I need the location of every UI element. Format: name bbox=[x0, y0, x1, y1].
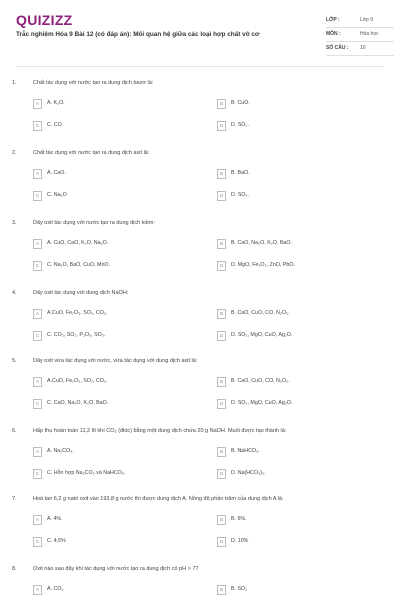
question-number: 5. bbox=[12, 358, 17, 364]
option-text: A. 4%. bbox=[47, 516, 63, 522]
question-text: Dãy oxit tác dụng với nước tạo ra dung dịch kiềm: bbox=[33, 220, 155, 226]
question-number: 6. bbox=[12, 428, 17, 434]
option-text: B. SO₂ bbox=[231, 586, 248, 592]
option-text: C. CO. bbox=[47, 122, 64, 128]
option-letter-box: A bbox=[33, 169, 42, 179]
option-letter-box: A bbox=[33, 377, 42, 387]
option-text: B. CuO. bbox=[231, 100, 250, 106]
option-letter-box: B bbox=[217, 585, 226, 595]
option-letter-box: B bbox=[217, 99, 226, 109]
option-text: B. CaO, CuO, CO, N₂O₅. bbox=[231, 310, 290, 316]
option-letter-box: A bbox=[33, 515, 42, 525]
option-text: D. SO₃. bbox=[231, 192, 250, 198]
option-letter-box: C bbox=[33, 191, 42, 201]
option-letter-box: D bbox=[217, 399, 226, 409]
meta-value: 10 bbox=[360, 45, 366, 51]
question-text: Dãy oxit tác dụng với dung dịch NaOH: bbox=[33, 290, 129, 296]
option-letter-box: B bbox=[217, 447, 226, 457]
option-letter-box: B bbox=[217, 169, 226, 179]
option-text: C. CO₂, SO₂, P₂O₅, SO₃. bbox=[47, 332, 106, 338]
option-text: D. SO₂, MgO, CuO, Ag₂O. bbox=[231, 400, 293, 406]
option-letter-box: D bbox=[217, 331, 226, 341]
question-text: Chất tác dụng với nước tạo ra dung dịch bazơ là: bbox=[33, 80, 154, 86]
option-text: D. 10% bbox=[231, 538, 249, 544]
option-text: D. MgO, Fe₂O₃, ZnO, PbO. bbox=[231, 262, 295, 268]
question-text: Chất tác dụng với nước tạo ra dung dịch axit là: bbox=[33, 150, 150, 156]
option-text: A. K₂O. bbox=[47, 100, 65, 106]
option-letter-box: D bbox=[217, 121, 226, 131]
meta-label: SỐ CÂU : bbox=[326, 45, 349, 51]
option-letter-box: B bbox=[217, 239, 226, 249]
worksheet-title: Trắc nghiệm Hóa 9 Bài 12 (có đáp án): Mối quan hệ giữa các loại hợp chất vô cơ bbox=[16, 31, 260, 38]
option-letter-box: A bbox=[33, 309, 42, 319]
option-letter-box: A bbox=[33, 239, 42, 249]
option-text: B. CaO, CuO, CO, N₂O₅. bbox=[231, 378, 290, 384]
option-text: D. SO₂. bbox=[231, 122, 249, 128]
option-text: D. Na(HCO₃)₂. bbox=[231, 470, 266, 476]
meta-row-subject bbox=[326, 28, 394, 42]
option-text: C. Hỗn hợp Na₂CO₃ và NaHCO₃. bbox=[47, 470, 126, 476]
meta-info bbox=[326, 14, 394, 56]
meta-row-class bbox=[326, 14, 394, 28]
meta-label: LỚP : bbox=[326, 17, 340, 23]
question-number: 7. bbox=[12, 496, 17, 502]
option-letter-box: D bbox=[217, 261, 226, 271]
header-divider bbox=[16, 66, 384, 67]
option-text: B. 6%. bbox=[231, 516, 247, 522]
option-text: D. SO₂, MgO, CuO, Ag₂O. bbox=[231, 332, 293, 338]
question-number: 2. bbox=[12, 150, 17, 156]
option-letter-box: D bbox=[217, 469, 226, 479]
option-text: C. Na₂O, BaO, CuO, MnO. bbox=[47, 262, 110, 268]
question-text: Hoà tan 6,2 g natri oxit vào 193,8 g nước thì được dung dịch A. Nồng độ phần trăm của dung dịch A là: bbox=[33, 496, 284, 502]
option-letter-box: C bbox=[33, 331, 42, 341]
question-number: 8. bbox=[12, 566, 17, 572]
quizizz-logo: QUIZIZZ bbox=[16, 12, 73, 28]
option-letter-box: A bbox=[33, 585, 42, 595]
worksheet-header bbox=[0, 0, 400, 66]
option-letter-box: C bbox=[33, 261, 42, 271]
option-text: A. CO₂ bbox=[47, 586, 64, 592]
meta-value: Hóa học bbox=[360, 31, 379, 37]
option-letter-box: C bbox=[33, 537, 42, 547]
option-letter-box: A bbox=[33, 447, 42, 457]
question-number: 4. bbox=[12, 290, 17, 296]
question-number: 1. bbox=[12, 80, 17, 86]
option-text: A. CaO. bbox=[47, 170, 66, 176]
option-letter-box: D bbox=[217, 191, 226, 201]
option-letter-box: C bbox=[33, 469, 42, 479]
option-text: A. CuO, CaO, K₂O, Na₂O. bbox=[47, 240, 109, 246]
option-letter-box: D bbox=[217, 537, 226, 547]
option-letter-box: C bbox=[33, 399, 42, 409]
question-text: Dãy oxit vừa tác dụng với nước, vừa tác dụng với dung dịch axit là: bbox=[33, 358, 198, 364]
question-text: Oxit nào sau đây khi tác dụng với nước tạo ra dung dịch có pH > 7? bbox=[33, 566, 199, 572]
option-text: B. BaO. bbox=[231, 170, 250, 176]
meta-label: MÔN : bbox=[326, 31, 341, 37]
meta-value: Lớp 9 bbox=[360, 17, 374, 23]
option-letter-box: B bbox=[217, 309, 226, 319]
option-text: B. CaO, Na₂O, K₂O, BaO. bbox=[231, 240, 292, 246]
option-letter-box: B bbox=[217, 515, 226, 525]
option-text: B. NaHCO₃. bbox=[231, 448, 260, 454]
option-text: A.CuO, Fe₂O₃, SO₂, CO₂. bbox=[47, 378, 108, 384]
option-text: C. Na₂O bbox=[47, 192, 67, 198]
option-text: A.CuO, Fe₂O₃, SO₂, CO₂. bbox=[47, 310, 108, 316]
option-text: A. Na₂CO₃. bbox=[47, 448, 74, 454]
option-letter-box: C bbox=[33, 121, 42, 131]
option-letter-box: A bbox=[33, 99, 42, 109]
question-number: 3. bbox=[12, 220, 17, 226]
option-letter-box: B bbox=[217, 377, 226, 387]
meta-row-count bbox=[326, 42, 394, 56]
option-text: C. CaO, Na₂O, K₂O, BaO. bbox=[47, 400, 109, 406]
option-text: C. 4,5% bbox=[47, 538, 66, 544]
question-text: Hấp thụ hoàn toàn 11,2 lít khí CO₂ (đktc) bằng một dung dịch chứa 20 g NaOH. Muối được tạo thành là: bbox=[33, 428, 287, 434]
